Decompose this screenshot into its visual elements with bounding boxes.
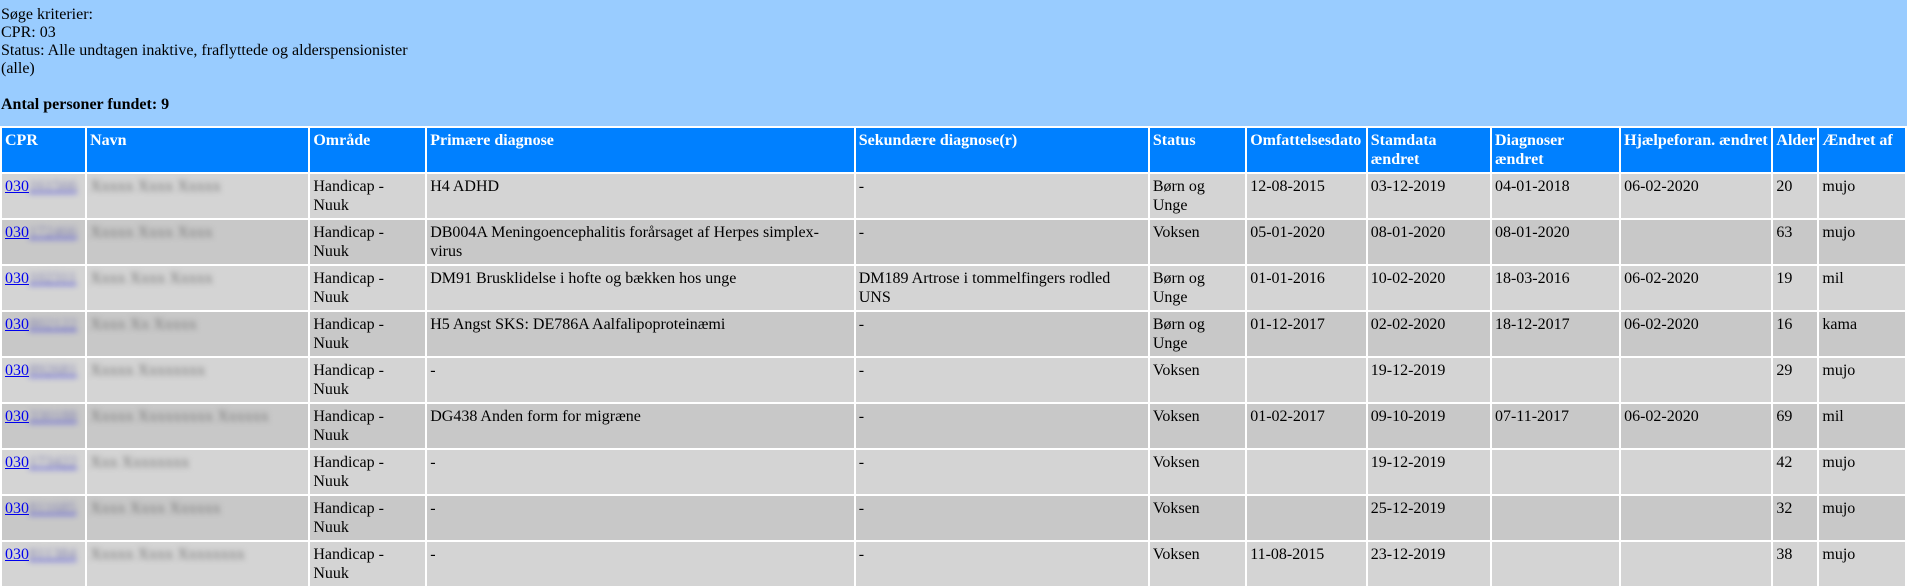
primaer-diagnose-cell: - [427, 450, 854, 494]
stamdata-cell: 10-02-2020 [1368, 266, 1490, 310]
aendret-af-cell: mujo [1819, 220, 1905, 264]
column-header-aendret-af: Ændret af [1819, 128, 1905, 172]
omraade-cell: Handicap - Nuuk [310, 220, 425, 264]
cpr-redacted: 102311 [29, 270, 77, 287]
navn-cell [87, 404, 308, 448]
search-criteria [0, 0, 1907, 78]
navn-cell [87, 220, 308, 264]
cpr-redacted: 811384 [29, 546, 77, 563]
navn-cell [87, 358, 308, 402]
status-cell: Voksen [1150, 542, 1245, 586]
omfattelsesdato-cell [1247, 496, 1366, 540]
table-row [2, 266, 1905, 310]
sekundaer-diagnose-cell: - [856, 312, 1148, 356]
table-row [2, 358, 1905, 402]
diagnoser-cell: 18-12-2017 [1492, 312, 1619, 356]
name-redacted: Xxxx Xxxx Xxxxxx [90, 500, 221, 517]
table-row [2, 174, 1905, 218]
name-redacted: Xxxx Xx Xxxxx [90, 316, 197, 333]
column-header-status: Status [1150, 128, 1245, 172]
omraade-cell: Handicap - Nuuk [310, 358, 425, 402]
hjaelpe-cell: 06-02-2020 [1621, 404, 1771, 448]
sekundaer-diagnose-cell: - [856, 404, 1148, 448]
cpr-redacted: 892681 [29, 362, 77, 379]
primaer-diagnose-cell: DM91 Brusklidelse i hofte og bækken hos unge [427, 266, 854, 310]
cpr-cell [2, 496, 85, 540]
status-cell: Voksen [1150, 450, 1245, 494]
cpr-redacted: 161566 [29, 178, 77, 195]
column-header-hjaelpeforan-aendret: Hjælpeforan. ændret [1621, 128, 1771, 172]
alder-cell: 32 [1773, 496, 1817, 540]
aendret-af-cell: kama [1819, 312, 1905, 356]
omraade-cell: Handicap - Nuuk [310, 174, 425, 218]
navn-cell [87, 266, 308, 310]
status-cell: Børn og Unge [1150, 266, 1245, 310]
alder-cell: 19 [1773, 266, 1817, 310]
hjaelpe-cell [1621, 450, 1771, 494]
status-cell: Voksen [1150, 496, 1245, 540]
diagnoser-cell [1492, 358, 1619, 402]
alder-cell: 29 [1773, 358, 1817, 402]
aendret-af-cell: mujo [1819, 358, 1905, 402]
diagnoser-cell: 18-03-2016 [1492, 266, 1619, 310]
cpr-link[interactable] [5, 362, 77, 379]
navn-cell [87, 496, 308, 540]
sekundaer-diagnose-cell: - [856, 358, 1148, 402]
name-redacted: Xxxxx Xxxxxxxxx Xxxxxx [90, 408, 269, 425]
aendret-af-cell: mil [1819, 404, 1905, 448]
omraade-cell: Handicap - Nuuk [310, 404, 425, 448]
omfattelsesdato-cell [1247, 450, 1366, 494]
cpr-redacted: 811685 [29, 500, 77, 517]
name-redacted: Xxxxx Xxxx Xxxxx [90, 178, 221, 195]
omfattelsesdato-cell [1247, 358, 1366, 402]
sekundaer-diagnose-cell: - [856, 496, 1148, 540]
cpr-cell [2, 404, 85, 448]
cpr-link[interactable] [5, 408, 77, 425]
navn-cell [87, 312, 308, 356]
primaer-diagnose-cell: DG438 Anden form for migræne [427, 404, 854, 448]
table-row [2, 450, 1905, 494]
navn-cell [87, 450, 308, 494]
name-redacted: Xxxxx Xxxxxxxx [90, 362, 206, 379]
name-redacted: Xxxxx Xxxx Xxxxxxxx [90, 546, 245, 563]
sekundaer-diagnose-cell: DM189 Artrose i tommelfingers rodled UNS [856, 266, 1148, 310]
diagnoser-cell [1492, 542, 1619, 586]
diagnoser-cell: 07-11-2017 [1492, 404, 1619, 448]
alder-cell: 42 [1773, 450, 1817, 494]
omraade-cell: Handicap - Nuuk [310, 266, 425, 310]
diagnoser-cell [1492, 450, 1619, 494]
diagnoser-cell: 04-01-2018 [1492, 174, 1619, 218]
stamdata-cell: 23-12-2019 [1368, 542, 1490, 586]
alder-cell: 63 [1773, 220, 1817, 264]
hjaelpe-cell [1621, 496, 1771, 540]
stamdata-cell: 25-12-2019 [1368, 496, 1490, 540]
hjaelpe-cell [1621, 220, 1771, 264]
sekundaer-diagnose-cell: - [856, 542, 1148, 586]
omraade-cell: Handicap - Nuuk [310, 450, 425, 494]
cpr-link[interactable] [5, 224, 77, 241]
status-cell: Børn og Unge [1150, 312, 1245, 356]
alder-cell: 16 [1773, 312, 1817, 356]
aendret-af-cell: mujo [1819, 450, 1905, 494]
omfattelsesdato-cell: 05-01-2020 [1247, 220, 1366, 264]
omraade-cell: Handicap - Nuuk [310, 496, 425, 540]
stamdata-cell: 19-12-2019 [1368, 450, 1490, 494]
omfattelsesdato-cell: 01-12-2017 [1247, 312, 1366, 356]
criteria-status: Status: Alle undtagen inaktive, fraflyttede og alderspensionister [1, 42, 408, 59]
hjaelpe-cell [1621, 358, 1771, 402]
cpr-prefix: 030 [5, 408, 29, 425]
cpr-cell [2, 358, 85, 402]
cpr-cell [2, 450, 85, 494]
cpr-cell [2, 312, 85, 356]
column-header-sekundaer-diagnose: Sekundære diagnose(r) [856, 128, 1148, 172]
diagnoser-cell [1492, 496, 1619, 540]
column-header-alder: Alder [1773, 128, 1817, 172]
cpr-cell [2, 266, 85, 310]
sekundaer-diagnose-cell: - [856, 450, 1148, 494]
aendret-af-cell: mil [1819, 266, 1905, 310]
primaer-diagnose-cell: - [427, 542, 854, 586]
omfattelsesdato-cell: 01-02-2017 [1247, 404, 1366, 448]
omraade-cell: Handicap - Nuuk [310, 542, 425, 586]
hjaelpe-cell [1621, 542, 1771, 586]
stamdata-cell: 19-12-2019 [1368, 358, 1490, 402]
stamdata-cell: 09-10-2019 [1368, 404, 1490, 448]
cpr-prefix: 030 [5, 546, 29, 563]
hjaelpe-cell: 06-02-2020 [1621, 174, 1771, 218]
cpr-redacted: 802122 [29, 316, 77, 333]
primaer-diagnose-cell: H5 Angst SKS: DE786A Aalfalipoproteinæmi [427, 312, 854, 356]
column-header-omraade: Område [310, 128, 425, 172]
table-row [2, 496, 1905, 540]
stamdata-cell: 08-01-2020 [1368, 220, 1490, 264]
name-redacted: Xxxxx Xxxx Xxxx [90, 224, 213, 241]
table-row [2, 404, 1905, 448]
diagnoser-cell: 08-01-2020 [1492, 220, 1619, 264]
hjaelpe-cell: 06-02-2020 [1621, 312, 1771, 356]
column-header-omfattelsesdato: Omfattelsesdato [1247, 128, 1366, 172]
status-cell: Voksen [1150, 404, 1245, 448]
cpr-link[interactable] [5, 454, 77, 471]
cpr-prefix: 030 [5, 454, 29, 471]
primaer-diagnose-cell: - [427, 496, 854, 540]
cpr-link[interactable] [5, 270, 76, 287]
cpr-cell [2, 542, 85, 586]
alder-cell: 69 [1773, 404, 1817, 448]
cpr-prefix: 030 [5, 270, 29, 287]
status-cell: Børn og Unge [1150, 174, 1245, 218]
table-row [2, 312, 1905, 356]
name-redacted: Xxxx Xxxx Xxxxx [90, 270, 213, 287]
cpr-link[interactable] [5, 546, 76, 563]
aendret-af-cell: mujo [1819, 496, 1905, 540]
table-row [2, 542, 1905, 586]
alder-cell: 20 [1773, 174, 1817, 218]
hjaelpe-cell: 06-02-2020 [1621, 266, 1771, 310]
status-cell: Voksen [1150, 220, 1245, 264]
cpr-link[interactable] [5, 500, 76, 517]
column-header-primaer-diagnose: Primære diagnose [427, 128, 854, 172]
omfattelsesdato-cell: 11-08-2015 [1247, 542, 1366, 586]
primaer-diagnose-cell: DB004A Meningoencephalitis forårsaget af Herpes simplex-virus [427, 220, 854, 264]
table-header-row [2, 128, 1905, 172]
column-header-diagnoser-aendret: Diagnoser ændret [1492, 128, 1619, 172]
column-header-navn: Navn [87, 128, 308, 172]
cpr-cell [2, 174, 85, 218]
cpr-redacted: 172466 [29, 224, 77, 241]
stamdata-cell: 03-12-2019 [1368, 174, 1490, 218]
cpr-prefix: 030 [5, 362, 29, 379]
sekundaer-diagnose-cell: - [856, 174, 1148, 218]
omfattelsesdato-cell: 12-08-2015 [1247, 174, 1366, 218]
criteria-heading: Søge kriterier: [1, 6, 93, 23]
aendret-af-cell: mujo [1819, 542, 1905, 586]
status-cell: Voksen [1150, 358, 1245, 402]
persons-found-count: Antal personer fundet: 9 [1, 96, 170, 113]
table-row [2, 220, 1905, 264]
results-table [0, 126, 1907, 588]
aendret-af-cell: mujo [1819, 174, 1905, 218]
criteria-extra: (alle) [1, 60, 35, 77]
alder-cell: 38 [1773, 542, 1817, 586]
cpr-prefix: 030 [5, 224, 29, 241]
cpr-prefix: 030 [5, 178, 29, 195]
cpr-prefix: 030 [5, 500, 29, 517]
sekundaer-diagnose-cell: - [856, 220, 1148, 264]
cpr-link[interactable] [5, 316, 77, 333]
cpr-prefix: 030 [5, 316, 29, 333]
cpr-link[interactable] [5, 178, 77, 195]
column-header-cpr: CPR [2, 128, 85, 172]
primaer-diagnose-cell: - [427, 358, 854, 402]
name-redacted: Xxx Xxxxxxxx [90, 454, 190, 471]
column-header-stamdata-aendret: Stamdata ændret [1368, 128, 1490, 172]
cpr-cell [2, 220, 85, 264]
navn-cell [87, 174, 308, 218]
criteria-cpr: CPR: 03 [1, 24, 56, 41]
cpr-redacted: 173422 [29, 454, 77, 471]
omraade-cell: Handicap - Nuuk [310, 312, 425, 356]
navn-cell [87, 542, 308, 586]
primaer-diagnose-cell: H4 ADHD [427, 174, 854, 218]
omfattelsesdato-cell: 01-01-2016 [1247, 266, 1366, 310]
cpr-redacted: 330188 [29, 408, 77, 425]
stamdata-cell: 02-02-2020 [1368, 312, 1490, 356]
